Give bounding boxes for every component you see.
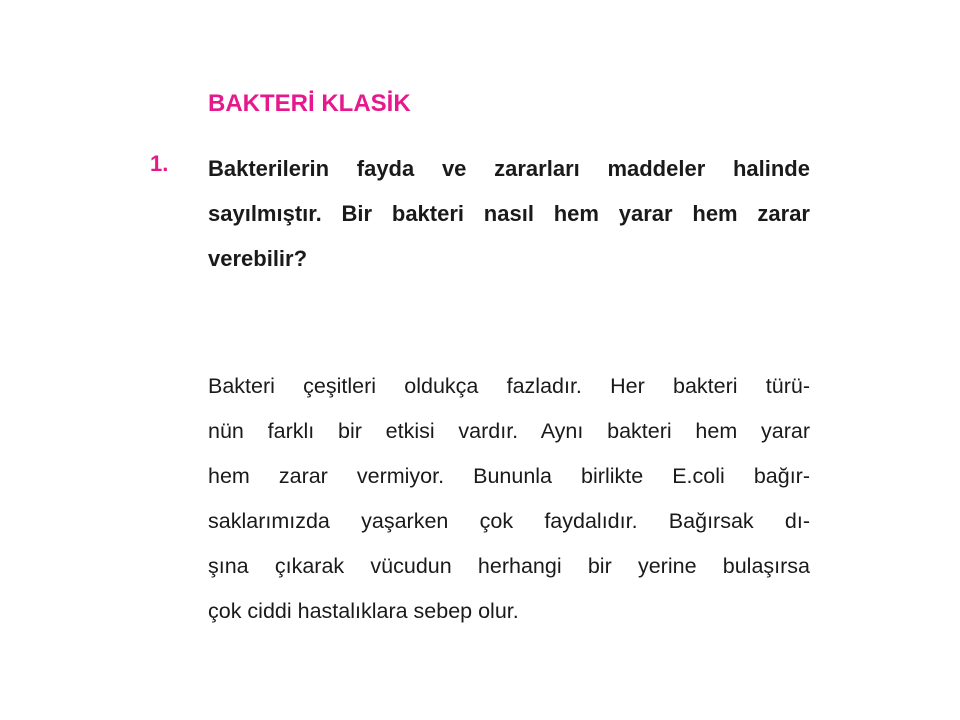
question-text: Bakterilerin fayda ve zararları maddeler halinde sayılmıştır. Bir bakteri nasıl hem yarar hem zarar verebilir? [208, 156, 810, 271]
answer-line: çok ciddi hastalıklara sebep olur. [208, 599, 519, 623]
answer-text [208, 364, 810, 634]
section-title: BAKTERİ KLASİK [208, 90, 411, 117]
answer-line: hem zarar vermiyor. Bununla birlikte E.coli bağır- [208, 464, 810, 488]
question-number: 1. [150, 151, 169, 176]
answer-line: Bakteri çeşitleri oldukça fazladır. Her bakteri türü- [208, 374, 810, 398]
answer-line: saklarımızda yaşarken çok faydalıdır. Bağırsak dı- [208, 509, 810, 533]
answer-line: şına çıkarak vücudun herhangi bir yerine bulaşırsa [208, 554, 810, 578]
answer-line: nün farklı bir etkisi vardır. Aynı bakteri hem yarar [208, 419, 810, 443]
